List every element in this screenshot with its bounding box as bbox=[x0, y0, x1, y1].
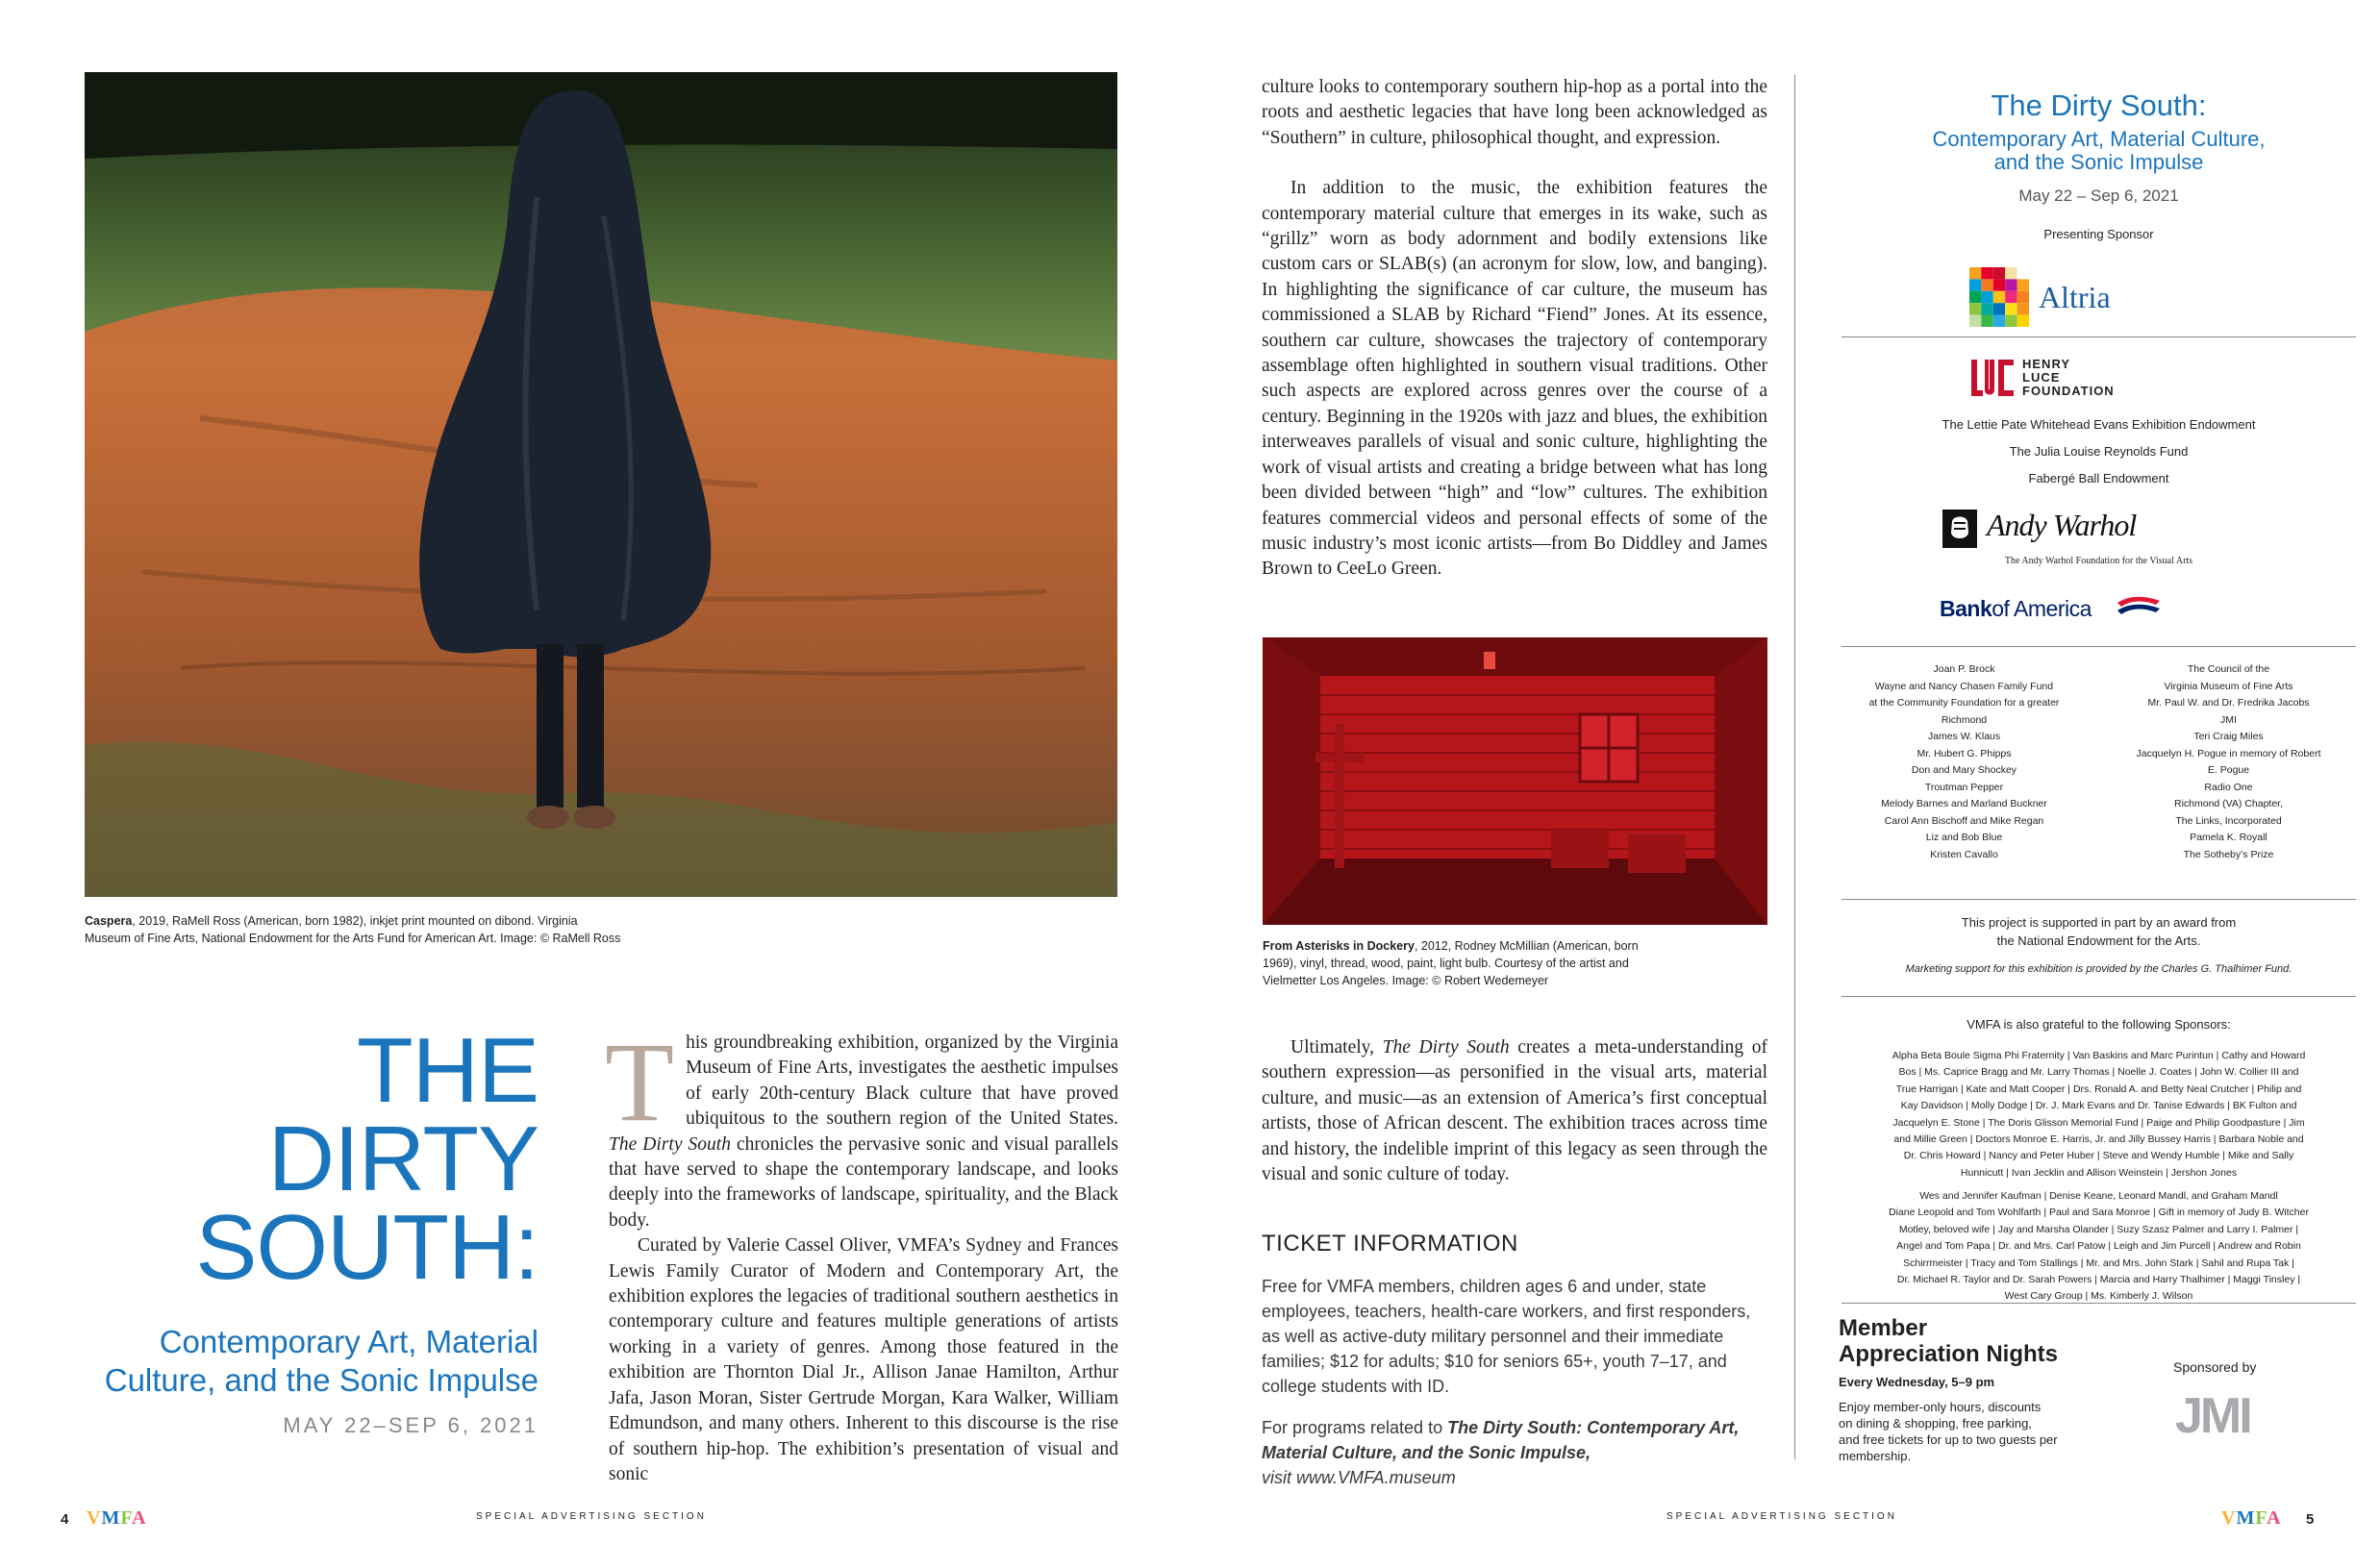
sponsor-line: Kay Davidson | Molly Dodge | Dr. J. Mark Evans and Dr. Tanise Edwards | BK Fulton and bbox=[1900, 1100, 2297, 1112]
donor-name: The Council of the bbox=[2187, 663, 2270, 675]
sponsor-line: Alpha Beta Boule Sigma Phi Fraternity | Van Baskins and Marc Purintun | Cathy and Howard bbox=[1891, 1050, 2306, 1061]
exhibition-dates: MAY 22–SEP 6, 2021 bbox=[283, 1413, 539, 1437]
bofa-light: of America bbox=[1992, 596, 2092, 621]
paragraph: Curated by Valerie Cassel Oliver, VMFA’s Sydney and Frances Lewis Family Curator of Modern and Contemporary Art, the exhibition explores the legacies of traditional southern aesthetics in contemporary culture and features multiple generations of artists working in a variety of genres. Among those featured in the exhibition are Thornton Dial Jr., Allison Janae Hamilton, Arthur Jafa, Jason Moran, Sister Gertrude Morgan, Kara Walker, William Edmundson, and many others. Inherent to this discourse is the rise of southern hip-hop. The exhibition’s presentation of visual and sonic bbox=[609, 1235, 1118, 1484]
donor-name: Richmond (VA) Chapter, bbox=[2173, 798, 2284, 809]
sponsor-line: West Cary Group | Ms. Kimberly J. Wilson bbox=[2004, 1290, 2193, 1303]
title-line: DIRTY bbox=[267, 1108, 539, 1210]
vmfa-letter: F bbox=[120, 1507, 133, 1529]
marketing-support: Marketing support for this exhibition is provided by the Charles G. Thalhimer Fund. bbox=[1905, 963, 2292, 975]
altria-wordmark: Altria bbox=[2039, 280, 2111, 314]
article-column-1 bbox=[605, 1019, 1118, 1487]
ticket-heading: TICKET INFORMATION bbox=[1262, 1231, 1518, 1257]
donor-name: Troutman Pepper bbox=[1924, 781, 2004, 793]
vmfa-letter: V bbox=[2221, 1507, 2237, 1529]
article-column-2-cont bbox=[1262, 1035, 1767, 1187]
donor-list-right bbox=[2096, 661, 2361, 863]
warhol-portrait-icon bbox=[1942, 510, 1977, 548]
sponsor-line: Diane Leopold and Tom Wohlfarth | Paul and Sara Monroe | Gift in memory of Judy B. Witcher bbox=[1889, 1207, 2309, 1219]
subtitle-line: Culture, and the Sonic Impulse bbox=[104, 1362, 539, 1398]
sidebar-subtitle bbox=[1832, 128, 2366, 174]
special-advertising-left: SPECIAL ADVERTISING SECTION bbox=[476, 1511, 707, 1522]
caption-asterisks bbox=[1263, 937, 1772, 989]
luce-line: HENRY bbox=[2022, 357, 2071, 371]
vmfa-letter: F bbox=[2255, 1507, 2267, 1529]
vmfa-letter: V bbox=[87, 1507, 102, 1529]
donor-name: Mr. Hubert G. Phipps bbox=[1917, 747, 2012, 759]
altria-logo-icon bbox=[1969, 267, 2029, 327]
paragraph-text: his groundbreaking exhibition, organized by the Virginia Museum of Fine Arts, investigates the aesthetic impulses of early 20th-century Black culture that have proved ubiquitous to the southern region of the United States. bbox=[686, 1033, 1118, 1130]
sponsor-line: Hunnicutt | Ivan Jecklin and Allison Weinstein | Jershon Jones bbox=[1960, 1166, 2238, 1179]
caption-text: Museum of Fine Arts, National Endowment for the Arts Fund for American Art. Image: © RaMell Ross bbox=[85, 932, 621, 945]
donor-name: Carol Ann Bischoff and Mike Regan bbox=[1884, 814, 2044, 827]
warhol-signature: Andy Warhol bbox=[1987, 508, 2137, 542]
bofa-flag-icon bbox=[2116, 593, 2162, 618]
sidebar-title: The Dirty South: bbox=[1991, 88, 2207, 122]
member-body-line: membership. bbox=[1839, 1449, 1912, 1463]
vmfa-letter: A bbox=[132, 1507, 147, 1529]
ticket-programs bbox=[1262, 1415, 1771, 1490]
paragraph: culture looks to contemporary southern hip-hop as a portal into the roots and aesthetic legacies that have long been acknowledged as “Southern” in culture, philosophical thought, and expression. bbox=[1262, 77, 1767, 148]
page-subtitle bbox=[58, 1323, 539, 1400]
nea-line: This project is supported in part by an award from bbox=[1961, 915, 2237, 930]
member-title-line: Member bbox=[1839, 1315, 1928, 1341]
sponsor-list-1 bbox=[1832, 1048, 2366, 1182]
donor-name: JMI bbox=[2220, 713, 2237, 726]
luce-wordmark bbox=[2022, 358, 2115, 398]
sponsor-line: Dr. Chris Howard | Nancy and Peter Huber | Steve and Wendy Humble | Mike and Sally bbox=[1903, 1150, 2294, 1162]
vmfa-letters bbox=[87, 1507, 147, 1529]
sidebar-divider bbox=[1794, 75, 1795, 1459]
donor-name: The Sotheby’s Prize bbox=[2183, 848, 2274, 860]
nea-support bbox=[1832, 913, 2366, 950]
caption-text: , 2012, Rodney McMillian (American, born bbox=[1414, 939, 1639, 953]
title-line: SOUTH: bbox=[195, 1196, 539, 1299]
paragraph-text: creates a meta-understanding of southern expression—as personified in the visual arts, material culture, and music—as an extension of America’s first conceptual artists, those of African descent. The exhibition traces across time and history, the indelible imprint of this legacy as seen through the visual and sonic culture of today. bbox=[1262, 1037, 1767, 1185]
grateful-heading: VMFA is also grateful to the following Sponsors: bbox=[1967, 1017, 2231, 1032]
sponsor-list-2 bbox=[1832, 1188, 2366, 1306]
donor-name: James W. Klaus bbox=[1927, 731, 2001, 742]
sidebar-dates: May 22 – Sep 6, 2021 bbox=[2018, 187, 2179, 205]
sponsor-line: Angel and Tom Papa | Dr. and Mrs. Carl Patow | Leigh and Jim Purcell | Andrew and Robin bbox=[1896, 1240, 2301, 1253]
donor-name: The Links, Incorporated bbox=[2175, 814, 2282, 827]
member-when: Every Wednesday, 5–9 pm bbox=[1839, 1375, 1995, 1389]
photo-asterisks-in-dockery bbox=[1263, 637, 1767, 925]
italic-title: The Dirty South bbox=[609, 1133, 731, 1155]
programs-text: For programs related to bbox=[1262, 1418, 1448, 1437]
member-title bbox=[1839, 1315, 2058, 1367]
endowment-1: The Lettie Pate Whitehead Evans Exhibition Endowment bbox=[1942, 417, 2256, 432]
donor-name: Liz and Bob Blue bbox=[1925, 832, 2003, 843]
member-body-line: on dining & shopping, free parking, bbox=[1839, 1416, 2032, 1431]
vmfa-logo-right bbox=[2221, 1507, 2282, 1530]
donor-name: Melody Barnes and Marland Buckner bbox=[1881, 798, 2047, 809]
caption-text: Vielmetter Los Angeles. Image: © Robert Wedemeyer bbox=[1263, 974, 1549, 987]
warhol-caption: The Andy Warhol Foundation for the Visual Arts bbox=[2004, 556, 2193, 566]
photo-caspera bbox=[85, 72, 1117, 897]
donor-name: E. Pogue bbox=[2207, 764, 2250, 776]
bofa-wordmark bbox=[1940, 596, 2092, 622]
title-line: THE bbox=[357, 1019, 539, 1122]
divider bbox=[1841, 646, 2356, 647]
donor-name: Mr. Paul W. and Dr. Fredrika Jacobs bbox=[2147, 697, 2310, 709]
paragraph: In addition to the music, the exhibition features the contemporary material culture that emerges in its wake, such as “grillz” worn as body adornment and bodily extensions like custom cars or SLAB(s) (an acronym for slow, low, and banging). In highlighting the significance of car culture, the museum has commissioned a SLAB by Richard “Fiend” Jones. At its essence, southern car culture, showcases the trajectory of contemporary assemblage often highlighted in southern visual traditions. Other such aspects are explored across genres over the course of a century. Beginning in the 1920s with jazz and blues, the exhibition interweaves parallels of visual and sonic culture, highlighting the work of visual artists and creating a bridge between what has long been divided between “high” and “low” cultures. The exhibition features commercial videos and personal effects of some of the music industry’s most iconic artists—from Bo Diddley and James Brown to CeeLo Green. bbox=[1262, 178, 1767, 580]
sponsor-line: Wes and Jennifer Kaufman | Denise Keane, Leonard Mandl, and Graham Mandl bbox=[1919, 1190, 2278, 1202]
sidebar-subtitle-line: Contemporary Art, Material Culture, bbox=[1932, 127, 2266, 151]
endowment-3: Fabergé Ball Endowment bbox=[2028, 471, 2169, 485]
ticket-body: Free for VMFA members, children ages 6 and under, state employees, teachers, health-care workers, and first responders, as well as active-duty military personnel and their immediate families; $12 for adults; $10 for seniors 65+, youth 7–17, and college students with ID. bbox=[1262, 1277, 1751, 1396]
luce-logo-icon bbox=[1969, 358, 2016, 398]
luce-line: LUCE bbox=[2022, 370, 2061, 385]
member-body-line: Enjoy member-only hours, discounts bbox=[1839, 1400, 2042, 1414]
caption-text: 1969), vinyl, thread, wood, paint, light bulb. Courtesy of the artist and bbox=[1263, 957, 1629, 970]
member-body-line: and free tickets for up to two guests per bbox=[1839, 1432, 2058, 1447]
special-advertising-right: SPECIAL ADVERTISING SECTION bbox=[1666, 1511, 1897, 1522]
member-body bbox=[1839, 1399, 2127, 1464]
programs-link[interactable]: visit www.VMFA.museum bbox=[1262, 1468, 1456, 1487]
presenting-sponsor-label: Presenting Sponsor bbox=[2043, 227, 2154, 241]
vmfa-letters bbox=[2221, 1507, 2282, 1529]
donor-name: Teri Craig Miles bbox=[2193, 731, 2264, 742]
donor-name: at the Community Foundation for a greater bbox=[1868, 697, 2060, 709]
sponsor-line: Schirrmeister | Tracy and Tom Stallings | Mr. and Mrs. John Stark | Sahil and Rupa Tak | bbox=[1903, 1257, 2294, 1269]
vmfa-letter: M bbox=[2236, 1507, 2256, 1529]
caption-title: Caspera bbox=[85, 914, 133, 928]
sponsor-line: Jacquelyn E. Stone | The Doris Glisson Memorial Fund | Paige and Philip Goodpasture | Jim bbox=[1892, 1116, 2305, 1129]
donor-name: Kristen Cavallo bbox=[1930, 848, 1998, 860]
sponsor-line: True Harrigan | Kate and Matt Cooper | Drs. Ronald A. and Betty Neal Crutcher | Philip and bbox=[1895, 1083, 2302, 1095]
divider bbox=[1841, 1303, 2356, 1304]
donor-list-left bbox=[1832, 661, 2096, 863]
donor-name: Radio One bbox=[2204, 781, 2253, 793]
divider bbox=[1841, 996, 2356, 997]
italic-title: The Dirty South bbox=[1382, 1037, 1510, 1058]
donor-name: Don and Mary Shockey bbox=[1911, 764, 2017, 776]
paragraph-text: chronicles the pervasive sonic and visual parallels that have served to shape the contemporary landscape, and looks deeply into the frameworks of landscape, spirituality, and the Black body. bbox=[609, 1133, 1118, 1231]
jmi-logo: JMI bbox=[2175, 1388, 2250, 1444]
sponsor-line: Bos | Ms. Caprice Bragg and Mr. Larry Thomas | Noelle J. Coates | John W. Collier III and bbox=[1898, 1066, 2299, 1079]
caption-text: , 2019, RaMell Ross (American, born 1982), inkjet print mounted on dibond. Virginia bbox=[132, 914, 578, 928]
sponsor-line: and Millie Green | Doctors Monroe E. Harris, Jr. and Jilly Bussey Harris | Barbara Noble and bbox=[1893, 1133, 2304, 1146]
page-title bbox=[144, 1019, 539, 1299]
endowment-2: The Julia Louise Reynolds Fund bbox=[2009, 444, 2189, 459]
caption-title: From Asterisks in Dockery bbox=[1263, 939, 1415, 953]
divider bbox=[1841, 336, 2356, 337]
donor-name: Wayne and Nancy Chasen Family Fund bbox=[1874, 680, 2054, 692]
bofa-bold: Bank bbox=[1940, 596, 1992, 621]
sponsored-by-label: Sponsored by bbox=[2173, 1359, 2257, 1375]
vmfa-logo-left bbox=[87, 1507, 147, 1530]
donor-name: Joan P. Brock bbox=[1933, 663, 1995, 675]
donor-name: Jacquelyn H. Pogue in memory of Robert bbox=[2136, 747, 2321, 759]
luce-line: FOUNDATION bbox=[2022, 384, 2115, 398]
sponsor-line: Dr. Michael R. Taylor and Dr. Sarah Powers | Marcia and Harry Thalhimer | Maggi Tinsley | bbox=[1896, 1274, 2301, 1286]
article-column-2 bbox=[1262, 75, 1767, 583]
subtitle-line: Contemporary Art, Material bbox=[159, 1324, 539, 1359]
member-title-line: Appreciation Nights bbox=[1839, 1341, 2059, 1367]
caption-caspera bbox=[85, 912, 1133, 947]
page-number-right: 5 bbox=[2306, 1511, 2315, 1528]
vmfa-letter: A bbox=[2267, 1507, 2282, 1529]
drop-cap: T bbox=[605, 1019, 675, 1145]
divider bbox=[1841, 899, 2356, 900]
sponsor-line: Motley, beloved wife | Jay and Marsha Olander | Suzy Szasz Palmer and Larry I. Palmer | bbox=[1898, 1223, 2299, 1235]
paragraph-text: Ultimately, bbox=[1290, 1037, 1383, 1058]
page-number-left: 4 bbox=[61, 1511, 69, 1528]
donor-name: Pamela K. Royall bbox=[2190, 832, 2267, 843]
nea-line: the National Endowment for the Arts. bbox=[1996, 933, 2201, 948]
programs-title: The Dirty South: Contemporary Art, Material Culture, and the Sonic Impulse, bbox=[1262, 1418, 1740, 1462]
vmfa-letter: M bbox=[101, 1507, 121, 1529]
donor-name: Richmond bbox=[1941, 713, 1988, 726]
donor-name: Virginia Museum of Fine Arts bbox=[2164, 680, 2293, 692]
sidebar-subtitle-line: and the Sonic Impulse bbox=[1993, 150, 2204, 174]
